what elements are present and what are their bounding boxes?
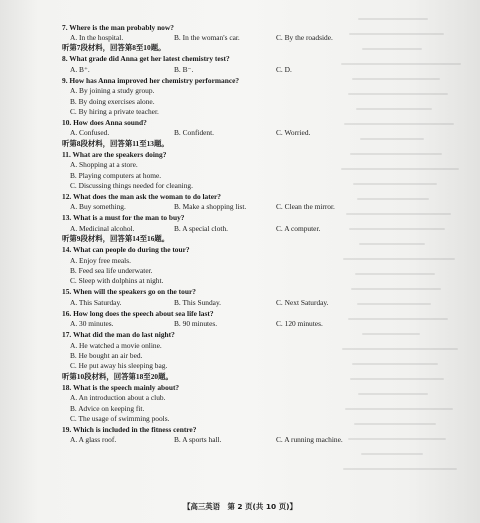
- question-stem: 13. What is a must for the man to buy?: [62, 213, 185, 223]
- answer-option: B. Feed sea life underwater.: [70, 266, 153, 276]
- option-b: B. 90 minutes.: [174, 319, 218, 329]
- page-footer: 【高三英语 第 2 页(共 10 页)】: [183, 502, 297, 511]
- option-a: A. Medicinal alcohol.: [70, 223, 135, 233]
- answer-option: C. Sleep with dolphins at night.: [70, 276, 164, 286]
- question-stem: 7. Where is the man probably now?: [62, 22, 174, 32]
- option-c: C. 120 minutes.: [276, 319, 323, 329]
- answer-options-row: [62, 319, 392, 329]
- question-stem: 18. What is the speech mainly about?: [62, 382, 180, 392]
- option-a: A. Confused.: [70, 128, 110, 138]
- option-b: B. A special cloth.: [174, 223, 228, 233]
- answer-option: A. By joining a study group.: [70, 86, 155, 96]
- question-stem: 10. How does Anna sound?: [62, 118, 147, 127]
- question-stem: 19. Which is included in the fitness centre?: [62, 425, 197, 435]
- answer-option: C. By hiring a private teacher.: [70, 107, 159, 116]
- answer-options-row: [62, 33, 392, 43]
- option-a: A. B⁺.: [70, 64, 90, 74]
- answer-options-row: [62, 435, 392, 445]
- option-b: B. This Sunday.: [174, 297, 222, 307]
- option-a: A. This Saturday.: [70, 297, 122, 307]
- answer-option: A. He watched a movie online.: [70, 340, 162, 350]
- question-stem: 12. What does the man ask the woman to do later?: [62, 192, 221, 202]
- answer-options-row: [62, 224, 392, 234]
- answer-option: B. He bought an air bed.: [70, 351, 143, 361]
- option-b: B. A sports hall.: [174, 435, 222, 445]
- answer-option: A. Shopping at a store.: [70, 160, 138, 170]
- question-stem: 8. What grade did Anna get her latest chemistry test?: [62, 54, 230, 64]
- section-instruction: 听第7段材料，回答第8至10题。: [62, 43, 166, 53]
- answer-option: A. Enjoy free meals.: [70, 255, 131, 265]
- question-stem: 16. How long does the speech about sea life last?: [62, 308, 214, 318]
- section-instruction: 听第10段材料，回答第18至20题。: [62, 371, 173, 381]
- option-c: C. D.: [276, 64, 292, 74]
- answer-options-row: [62, 65, 392, 75]
- option-a: A. In the hospital.: [70, 33, 124, 42]
- answer-option: C. He put away his sleeping bag.: [70, 361, 168, 371]
- answer-option: B. Playing computers at home.: [70, 170, 162, 180]
- section-instruction: 听第8段材料，回答第11至13题。: [62, 138, 169, 148]
- question-stem: 9. How has Anna improved her chemistry performance?: [62, 75, 240, 85]
- option-b: B. Make a shopping list.: [174, 202, 247, 212]
- option-b: B. Confident.: [174, 128, 215, 138]
- answer-option: C. The usage of swimming pools.: [70, 414, 170, 424]
- question-stem: 17. What did the man do last night?: [62, 330, 175, 340]
- option-a: A. 30 minutes.: [70, 319, 114, 329]
- question-stem: 11. What are the speakers doing?: [62, 149, 167, 159]
- option-b: B. In the woman's car.: [174, 33, 240, 42]
- answer-option: A. An introduction about a club.: [70, 393, 166, 403]
- option-c: C. Worried.: [276, 128, 311, 138]
- option-a: A. Buy something.: [70, 202, 126, 212]
- answer-options-row: [62, 202, 392, 212]
- option-a: A. A glass roof.: [70, 435, 117, 445]
- answer-option: B. Advice on keeping fit.: [70, 403, 145, 413]
- question-list: [62, 22, 392, 446]
- section-instruction: 听第9段材料，回答第14至16题。: [62, 234, 170, 244]
- answer-option: C. Discussing things needed for cleaning.: [70, 181, 193, 191]
- answer-options-row: [62, 128, 392, 138]
- option-c: C. By the roadside.: [276, 33, 333, 42]
- option-c: C. A running machine.: [276, 435, 343, 445]
- option-c: C. Clean the mirror.: [276, 202, 335, 212]
- answer-option: B. By doing exercises alone.: [70, 96, 155, 106]
- option-c: C. A computer.: [276, 223, 321, 233]
- option-c: C. Next Saturday.: [276, 297, 329, 307]
- question-stem: 14. What can people do during the tour?: [62, 245, 190, 255]
- question-stem: 15. When will the speakers go on the tour?: [62, 287, 196, 297]
- option-b: B. B⁻.: [174, 64, 194, 74]
- answer-options-row: [62, 298, 392, 308]
